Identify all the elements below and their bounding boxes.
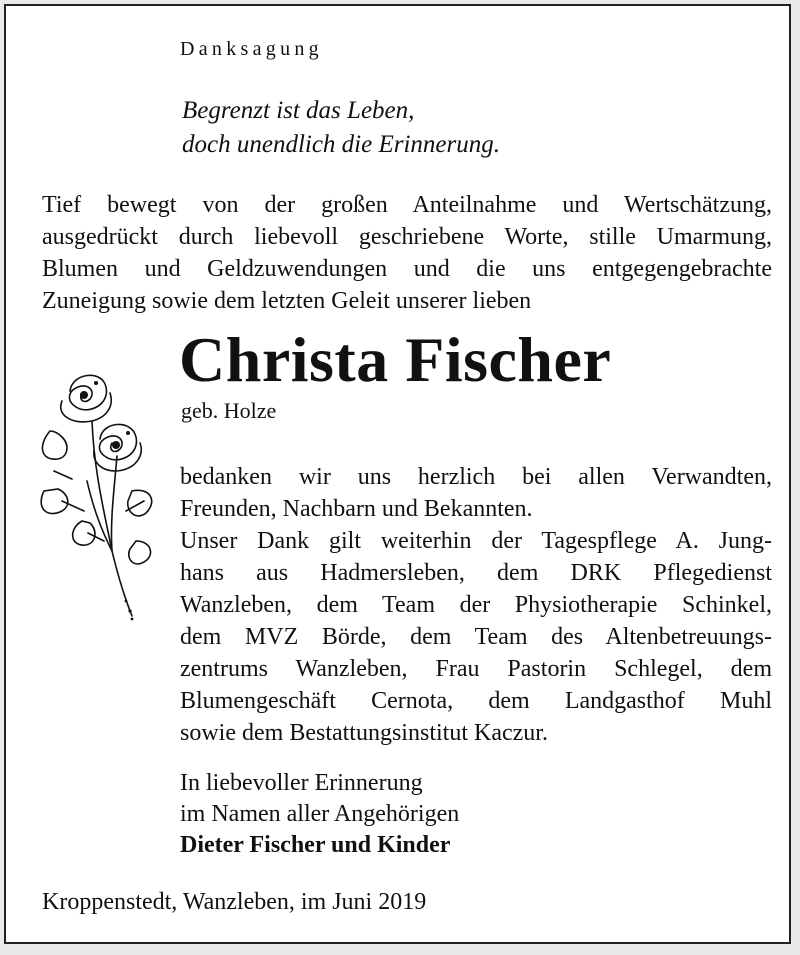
body-line: bedanken wir uns herzlich bei allen Verwandten,: [180, 464, 772, 490]
deceased-name: Christa Fischer: [179, 324, 612, 395]
rose-icon: [32, 361, 162, 626]
body-line: Blumengeschäft Cernota, dem Landgasthof Muhl: [180, 688, 772, 714]
birth-name: geb. Holze: [181, 398, 277, 423]
notice-heading: Danksagung: [180, 38, 323, 60]
closing-line: In liebevoller Erinnerung: [180, 770, 423, 796]
body-line: hans aus Hadmersleben, dem DRK Pflegedienst: [180, 560, 772, 586]
body-line: Unser Dank gilt weiterhin der Tagespflege A. Jung-: [180, 528, 772, 554]
intro-line: ausgedrückt durch liebevoll geschriebene Worte, stille Umarmung,: [42, 224, 772, 250]
intro-line: Blumen und Geldzuwendungen und die uns entgegengebrachte: [42, 256, 772, 282]
motto: [182, 94, 500, 162]
closing-line: im Namen aller Angehörigen: [180, 801, 460, 827]
intro-text: [42, 189, 772, 317]
body-line: Wanzleben, dem Team der Physiotherapie Schinkel,: [180, 592, 772, 618]
place-date: Kroppenstedt, Wanzleben, im Juni 2019: [42, 889, 427, 915]
obituary-notice: [4, 4, 791, 944]
body-line: Freunden, Nachbarn und Bekannten.: [180, 496, 533, 522]
signature: Dieter Fischer und Kinder: [180, 832, 451, 858]
motto-line: doch unendlich die Erinnerung.: [182, 131, 500, 158]
body-text: [180, 461, 772, 749]
body-line: zentrums Wanzleben, Frau Pastorin Schlegel, dem: [180, 656, 772, 682]
motto-line: Begrenzt ist das Leben,: [182, 97, 415, 124]
body-line: dem MVZ Börde, dem Team des Altenbetreuungs-: [180, 624, 772, 650]
closing: [180, 768, 459, 861]
body-line: sowie dem Bestattungsinstitut Kaczur.: [180, 720, 548, 746]
intro-line: Zuneigung sowie dem letzten Geleit unserer lieben: [42, 288, 532, 314]
intro-line: Tief bewegt von der großen Anteilnahme und Wertschätzung,: [42, 192, 772, 218]
